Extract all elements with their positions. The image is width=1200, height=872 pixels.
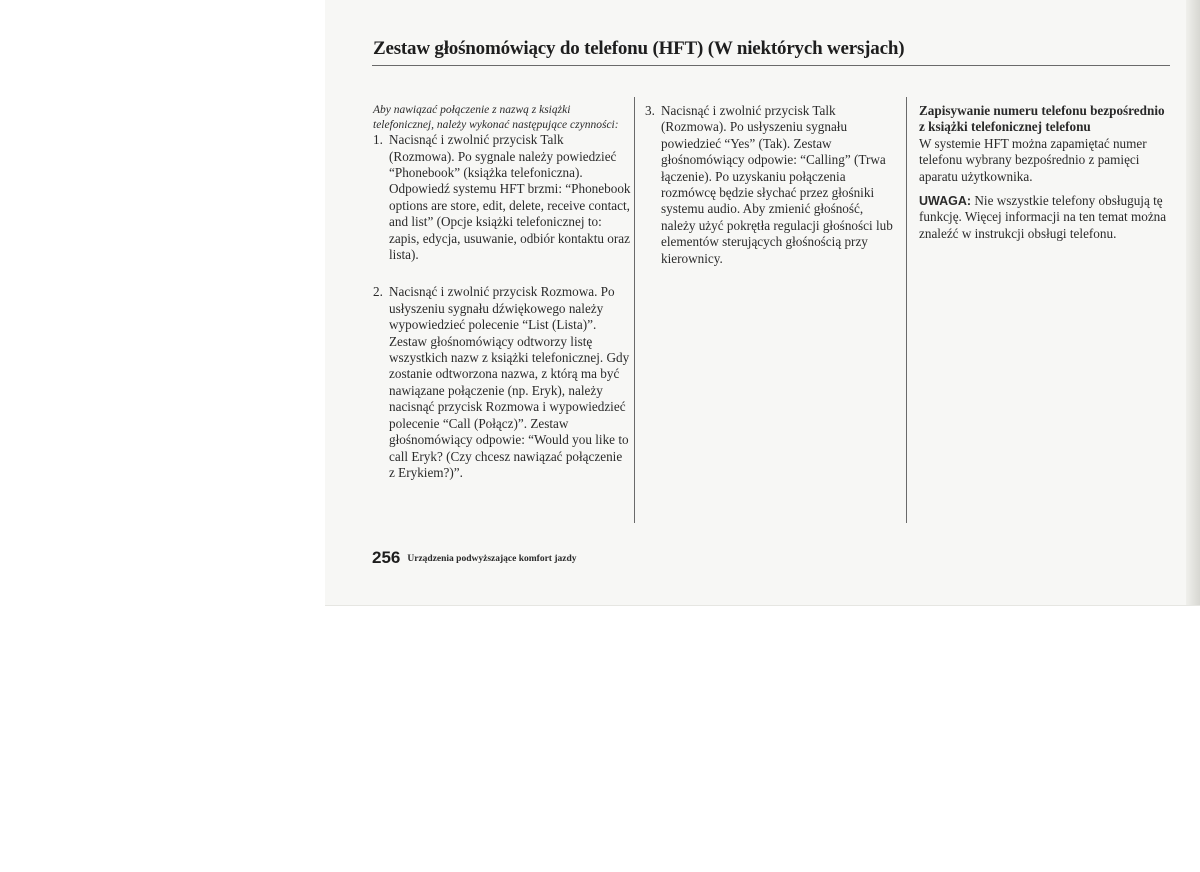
- column-2: [645, 103, 900, 288]
- step-text: Nacisnąć i zwolnić przycisk Talk (Rozmowa). Po usłyszeniu sygnału powiedzieć “Yes” (Tak). Zestaw głośnomówiący odpowie: “Calling” (Trwa łączenie). Po uzyskaniu połączenia rozmówcę będzie słychać przez głośniki systemu audio. Aby zmienić głośność, należy użyć pokrętła regulacji głośności lub elementów sterujących głośnością przy kierownicy.: [661, 103, 893, 266]
- list-item: [373, 132, 631, 263]
- note-text: Nie wszystkie telefony obsługują tę funkcję. Więcej informacji na ten temat można znaleźć w instrukcji obsługi telefonu.: [919, 193, 1167, 241]
- column-divider: [906, 97, 907, 523]
- column-3: [919, 103, 1171, 250]
- step-text: Nacisnąć i zwolnić przycisk Rozmowa. Po usłyszeniu sygnału dźwiękowego należy wypowiedzieć polecenie “List (Lista)”. Zestaw głośnomówiący odtworzy listę wszystkich nazw z książki telefonicznej. Gdy zostanie odtworzona nazwa, z którą ma być nawiązane połączenie (np. Eryk), należy nacisnąć przycisk Rozmowa i wypowiedzieć polecenie “Call (Połącz)”. Zestaw głośnomówiący odpowie: “Would you like to call Eryk? (Czy chcesz nawiązać połączenie z Erykiem?)”.: [389, 284, 630, 480]
- step-number: 2.: [373, 284, 383, 300]
- note-label: UWAGA:: [919, 194, 972, 209]
- intro-text: Aby nawiązać połączenie z nazwą z książki telefonicznej, należy wykonać następujące czynności:: [373, 104, 619, 131]
- steps-list-1: [373, 132, 631, 481]
- page-title: Zestaw głośnomówiący do telefonu (HFT) (W niektórych wersjach): [373, 38, 905, 59]
- list-item: [645, 103, 900, 267]
- step-number: 3.: [645, 103, 655, 118]
- step-number: 1.: [373, 132, 383, 148]
- page-footer: [372, 548, 577, 568]
- note: [919, 193, 1171, 242]
- section-title: Zapisywanie numeru telefonu bezpośrednio z książki telefonicznej telefonu: [919, 103, 1165, 135]
- step-text: Nacisnąć i zwolnić przycisk Talk (Rozmowa). Po sygnale należy powiedzieć “Phonebook” (książka telefoniczna). Odpowiedź systemu HFT brzmi: “Phonebook options are store, edit, delete, receive contact, and list” (Opcje książki telefonicznej to: zapis, edycja, usuwanie, odbiór kontaktu oraz lista).: [389, 132, 631, 263]
- column-divider: [634, 97, 635, 523]
- page-number: 256: [372, 548, 401, 567]
- steps-list-2: [645, 103, 900, 267]
- footer-section: Urządzenia podwyższające komfort jazdy: [407, 554, 577, 564]
- column-1: [373, 103, 631, 502]
- title-rule: [372, 65, 1170, 66]
- list-item: [373, 284, 631, 481]
- page-edge: [1186, 0, 1200, 605]
- section-paragraph: W systemie HFT można zapamiętać numer telefonu wybrany bezpośrednio z pamięci aparatu użytkownika.: [919, 135, 1147, 184]
